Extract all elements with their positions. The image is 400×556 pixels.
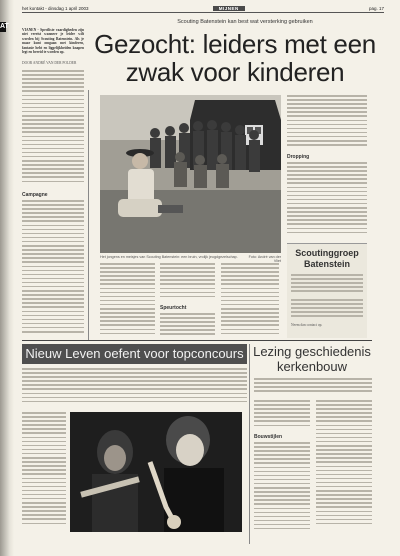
article-body-col1b bbox=[22, 200, 84, 340]
article-body-col5 bbox=[287, 95, 367, 153]
section-divider bbox=[22, 340, 372, 341]
info-box-footer: Neem dan contact op. bbox=[291, 323, 323, 327]
column-rule bbox=[88, 90, 89, 340]
article-body-col5b bbox=[287, 162, 367, 240]
bottom-right-headline: Lezing geschiedenis kerkenbouw bbox=[253, 344, 371, 374]
bottom-right-body-3 bbox=[316, 400, 372, 540]
article-intro: VIANEN - Speciliste vaardigheden zijn niet vereist wanneer je leider wilt worden bij Scouting Batenstein. Als je maar kunt omgaan met kinderen, fantasie hebt en liggelijkheiden knapen legt en bereid te worden op. bbox=[22, 28, 84, 55]
photo-credit: Foto: André van der Vliet bbox=[248, 255, 281, 263]
page-fold-shadow bbox=[0, 0, 14, 556]
musicians-photo-image bbox=[70, 412, 242, 532]
article-subhead-campagne: Campagne bbox=[22, 192, 48, 198]
article-subhead-speurtocht: Speurtocht bbox=[160, 305, 187, 311]
musicians-photo bbox=[70, 412, 242, 532]
article-byline: DOOR ANDRÉ VAN DER POLDER bbox=[22, 61, 77, 65]
article-body-col1 bbox=[22, 70, 84, 190]
bottom-left-headline-band bbox=[22, 344, 247, 364]
article-headline: Gezocht: leiders met een zwak voor kinderen bbox=[94, 29, 376, 87]
article-body-col3b bbox=[160, 313, 215, 341]
bottom-left-body bbox=[22, 412, 66, 536]
bottom-left-intro bbox=[22, 368, 247, 408]
bottom-column-rule bbox=[249, 344, 250, 544]
bottom-right-subhead: Bouwstijlen bbox=[254, 434, 283, 440]
running-header bbox=[22, 4, 384, 13]
scouting-group-photo-image bbox=[100, 95, 281, 253]
article-subhead-dropping: Dropping bbox=[287, 154, 310, 160]
page-number: pag. 17 bbox=[368, 5, 384, 11]
running-header-section: MIJNEN bbox=[213, 6, 245, 11]
article-kicker: Scouting Batenstein kan best wat versterking gebruiken bbox=[177, 19, 313, 25]
bottom-right-body-1 bbox=[254, 400, 310, 432]
running-header-date: het kontakt - dinsdag 1 april 2003 bbox=[22, 5, 89, 11]
photo-caption: Het jongens en meisjes van Scouting Batenstein: een bruin, vrolijk jeugdgezelschap. bbox=[100, 255, 238, 259]
article-body-col4 bbox=[221, 263, 279, 341]
scouting-info-box bbox=[287, 243, 367, 338]
bottom-left-headline: Nieuw Leven oefent voor topconcours bbox=[25, 346, 244, 361]
bottom-right-body-2 bbox=[254, 442, 310, 540]
article-body-col2 bbox=[100, 263, 155, 341]
info-box-text-1 bbox=[291, 274, 363, 296]
article-body-col3 bbox=[160, 263, 215, 303]
scouting-group-photo bbox=[100, 95, 281, 253]
info-box-text-2 bbox=[291, 299, 363, 321]
info-box-title: Scoutinggroep Batenstein bbox=[295, 248, 359, 269]
bottom-right-intro bbox=[254, 378, 372, 396]
section-edge-tab: AT bbox=[0, 23, 9, 30]
